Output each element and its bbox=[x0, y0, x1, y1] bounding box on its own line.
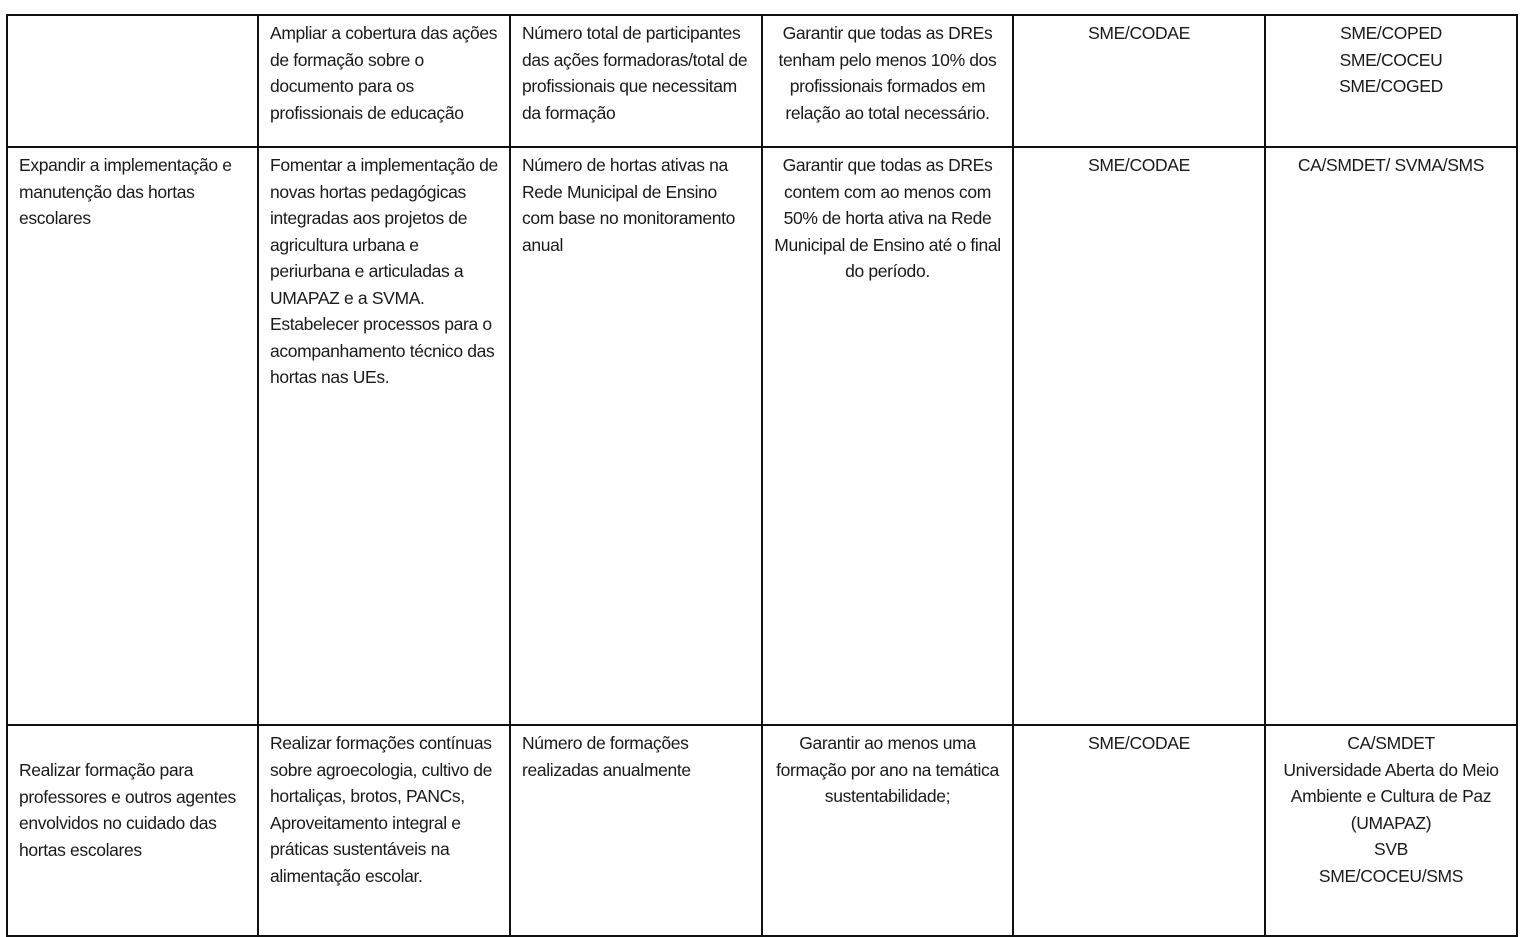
cell-responsavel: SME/CODAE bbox=[1013, 15, 1265, 147]
cell-indicador: Número de hortas ativas na Rede Municipal de Ensino com base no monitoramento anual bbox=[510, 147, 762, 725]
cell-meta: Garantir ao menos uma formação por ano na temática sustentabilidade; bbox=[762, 725, 1013, 936]
cell-meta: Garantir que todas as DREs contem com ao menos com 50% de horta ativa na Rede Municipal de Ensino até o final do período. bbox=[762, 147, 1013, 725]
cell-acao: Fomentar a implementação de novas hortas pedagógicas integradas aos projetos de agricultura urbana e periurbana e articuladas a UMAPAZ e a SVMA. Estabelecer processos para o acompanhamento técnico das hortas nas UEs. bbox=[258, 147, 510, 725]
table-row bbox=[7, 15, 1517, 147]
cell-objetivo: Realizar formação para professores e outros agentes envolvidos no cuidado das hortas escolares bbox=[7, 725, 258, 936]
cell-parceiros: SME/COPED SME/COCEU SME/COGED bbox=[1265, 15, 1517, 147]
table-row bbox=[7, 147, 1517, 725]
cell-acao: Realizar formações contínuas sobre agroecologia, cultivo de hortaliças, brotos, PANCs, Aproveitamento integral e práticas sustentáveis na alimentação escolar. bbox=[258, 725, 510, 936]
action-plan-table bbox=[6, 14, 1518, 937]
cell-responsavel: SME/CODAE bbox=[1013, 147, 1265, 725]
cell-parceiros: CA/SMDET/ SVMA/SMS bbox=[1265, 147, 1517, 725]
table-row bbox=[7, 725, 1517, 936]
cell-meta: Garantir que todas as DREs tenham pelo menos 10% dos profissionais formados em relação ao total necessário. bbox=[762, 15, 1013, 147]
cell-responsavel: SME/CODAE bbox=[1013, 725, 1265, 936]
cell-indicador: Número total de participantes das ações formadoras/total de profissionais que necessitam da formação bbox=[510, 15, 762, 147]
cell-objetivo: Expandir a implementação e manutenção das hortas escolares bbox=[7, 147, 258, 725]
cell-indicador: Número de formações realizadas anualmente bbox=[510, 725, 762, 936]
cell-acao: Ampliar a cobertura das ações de formação sobre o documento para os profissionais de educação bbox=[258, 15, 510, 147]
cell-objetivo bbox=[7, 15, 258, 147]
cell-parceiros: CA/SMDET Universidade Aberta do Meio Ambiente e Cultura de Paz (UMAPAZ) SVB SME/COCEU/SMS bbox=[1265, 725, 1517, 936]
